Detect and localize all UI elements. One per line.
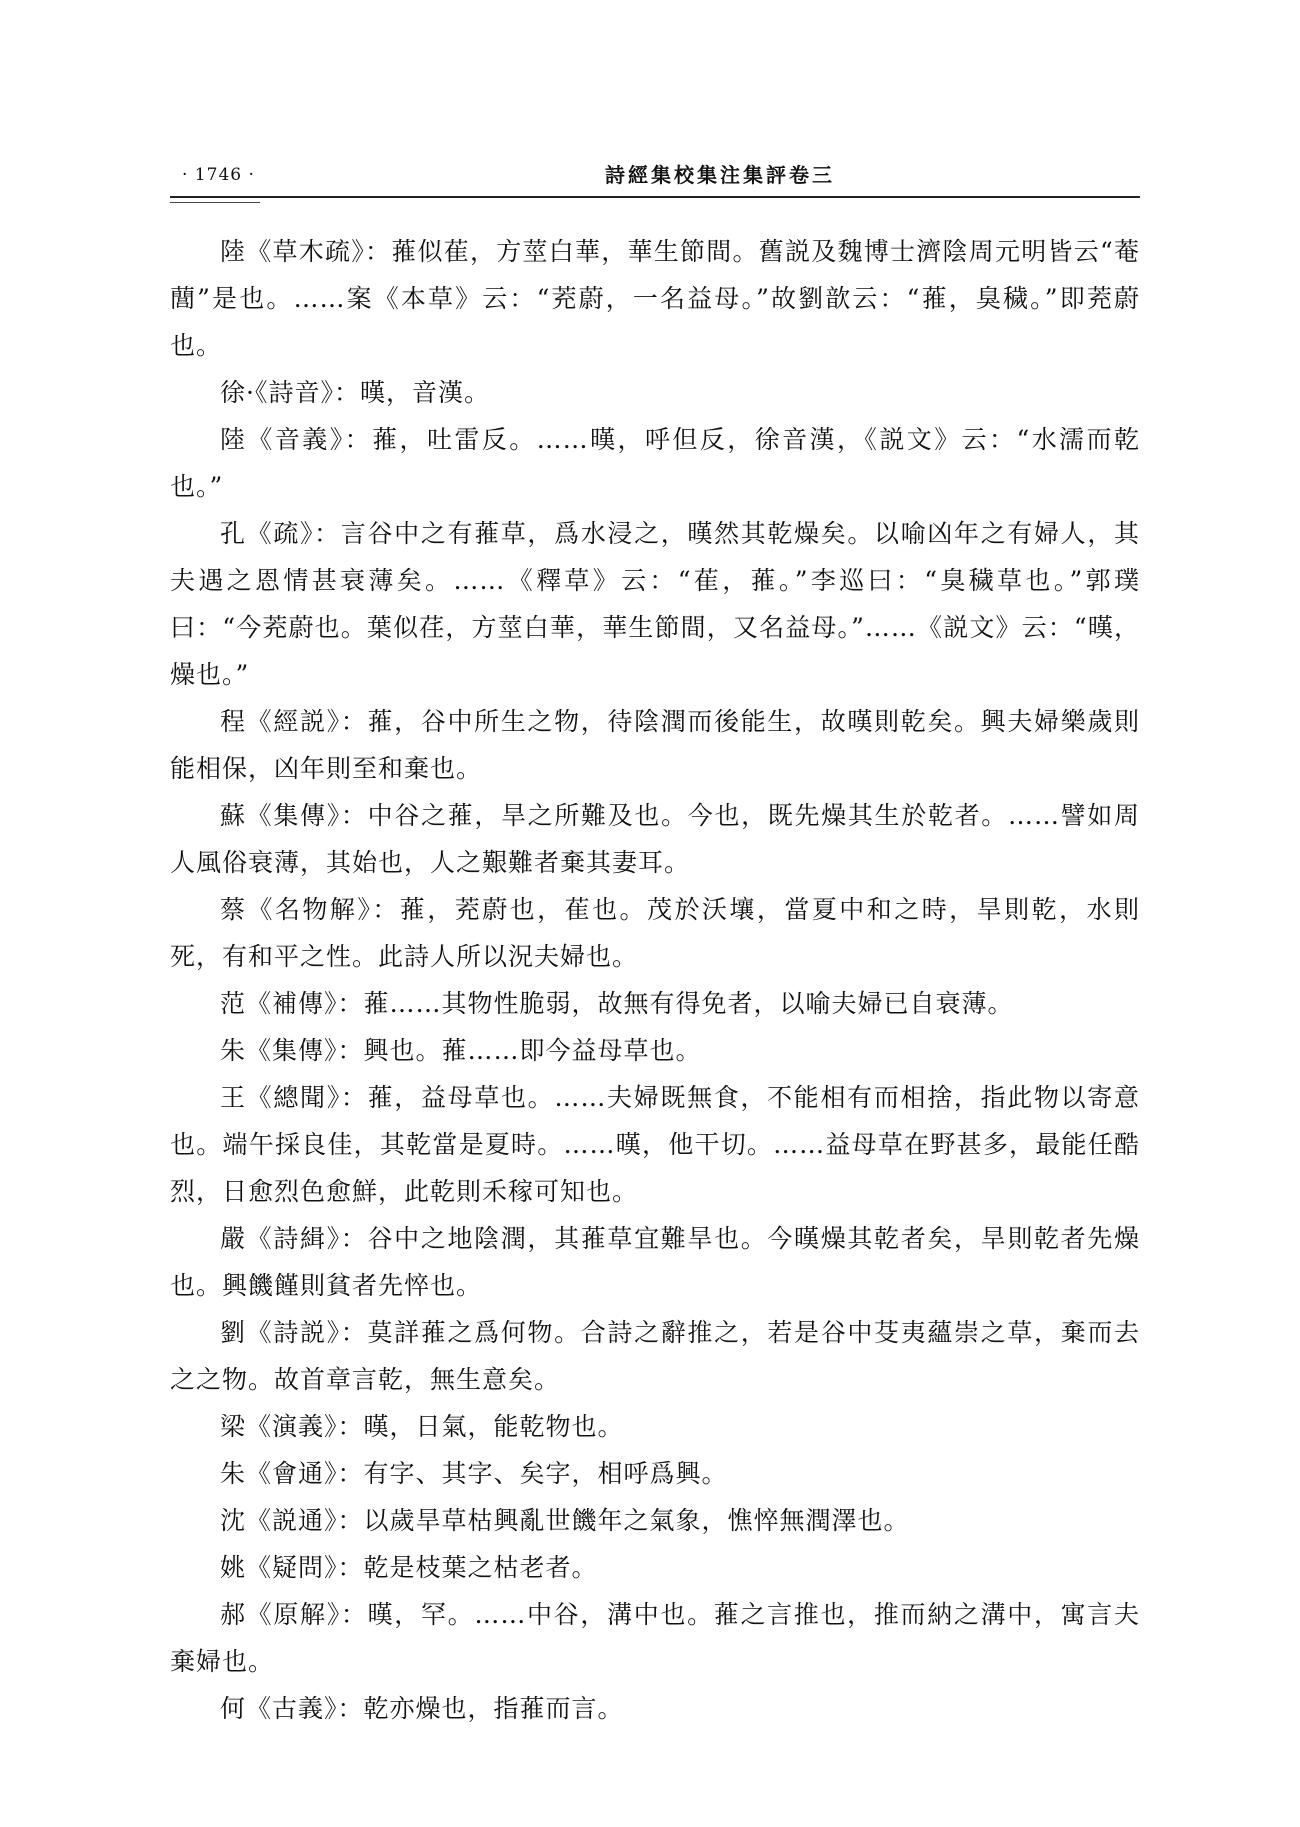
- page-header: [170, 160, 1140, 192]
- body-text: [170, 228, 1140, 1732]
- commentary-paragraph: 郝《原解》：暵，罕。……中谷，溝中也。蓷之言推也，推而納之溝中，寓言夫棄婦也。: [170, 1600, 1140, 1676]
- commentary-paragraph: 劉《詩説》：莫詳蓷之爲何物。合詩之辭推之，若是谷中芟夷蘊崇之草，棄而去之之物。故首章言乾，無生意矣。: [170, 1318, 1140, 1394]
- header-rule-short: [170, 202, 260, 203]
- commentary-paragraph: 孔《疏》：言谷中之有蓷草，爲水浸之，暵然其乾燥矣。以喻凶年之有婦人，其夫遇之恩情甚衰薄矣。……《釋草》云：“萑，蓷。”李巡曰：“臭穢草也。”郭璞曰：“今茺蔚也。葉似荏，方莖白華，華生節間，又名益母。”……《説文》云：“暵，燥也。”: [170, 519, 1140, 689]
- commentary-paragraph: 徐·《詩音》：暵，音漢。: [220, 378, 490, 407]
- commentary-paragraph: 沈《説通》：以歲旱草枯興亂世饑年之氣象，憔悴無潤澤也。: [220, 1506, 910, 1535]
- commentary-paragraph: 梁《演義》：暵，日氣，能乾物也。: [220, 1412, 624, 1441]
- commentary-paragraph: 蘇《集傳》：中谷之蓷，旱之所難及也。今也，既先燥其生於乾者。……譬如周人風俗衰薄，其始也，人之艱難者棄其妻耳。: [170, 801, 1140, 877]
- header-rule: [170, 196, 1140, 198]
- commentary-paragraph: 何《古義》：乾亦燥也，指蓷而言。: [220, 1694, 624, 1723]
- commentary-paragraph: 朱《集傳》：興也。蓷……即今益母草也。: [220, 1036, 702, 1065]
- commentary-paragraph: 王《總聞》：蓷，益母草也。……夫婦既無食，不能相有而相捨，指此物以寄意也。端午採良佳，其乾當是夏時。……暵，他干切。……益母草在野甚多，最能任酷烈，日愈烈色愈鮮，此乾則禾稼可知也。: [170, 1083, 1140, 1206]
- running-title: 詩經集校集注集評卷三: [605, 163, 835, 187]
- commentary-paragraph: 陸《音義》：蓷，吐雷反。……暵，呼但反，徐音漢，《説文》云：“水濡而乾也。”: [170, 425, 1140, 501]
- commentary-paragraph: 范《補傳》：蓷……其物性脆弱，故無有得免者，以喻夫婦已自衰薄。: [220, 989, 1014, 1018]
- commentary-paragraph: 嚴《詩緝》：谷中之地陰潤，其蓷草宜難旱也。今暵燥其乾者矣，旱則乾者先燥也。興饑饉則貧者先悴也。: [170, 1224, 1140, 1300]
- commentary-paragraph: 姚《疑問》：乾是枝葉之枯老者。: [220, 1553, 598, 1582]
- commentary-paragraph: 程《經説》：蓷，谷中所生之物，待陰潤而後能生，故暵則乾矣。興夫婦樂歲則能相保，凶年則至和棄也。: [170, 707, 1140, 783]
- commentary-paragraph: 朱《會通》：有字、其字、矣字，相呼爲興。: [220, 1459, 728, 1488]
- commentary-paragraph: 蔡《名物解》：蓷，茺蔚也，萑也。茂於沃壤，當夏中和之時，旱則乾，水則死，有和平之性。此詩人所以況夫婦也。: [170, 895, 1140, 971]
- page-number: · 1746 ·: [182, 165, 255, 185]
- commentary-paragraph: 陸《草木疏》：蓷似萑，方莖白華，華生節間。舊説及魏博士濟陰周元明皆云“菴䕡”是也。……案《本草》云：“茺蔚，一名益母。”故劉歆云：“蓷，臭穢。”即茺蔚也。: [170, 237, 1140, 360]
